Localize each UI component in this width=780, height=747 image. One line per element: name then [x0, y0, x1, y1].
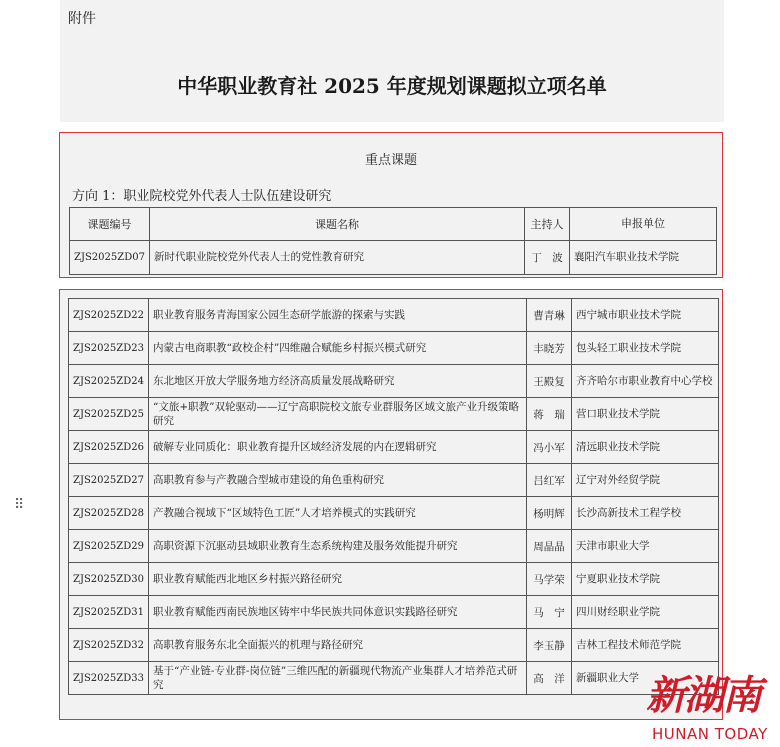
topic-code: ZJS2025ZD22: [69, 299, 149, 332]
topic-name: “文旅+职教”双轮驱动——辽宁高职院校文旅专业群服务区域文旅产业升级策略研究: [148, 398, 526, 431]
topic-name: 破解专业同质化：职业教育提升区域经济发展的内在逻辑研究: [148, 431, 526, 464]
topics-list-section: [59, 289, 723, 720]
topic-code: ZJS2025ZD28: [69, 497, 149, 530]
topic-host: 蒋 瑞: [527, 398, 572, 431]
topic-code: ZJS2025ZD33: [69, 662, 149, 695]
key-topics-table: [69, 207, 717, 275]
topic-unit: 天津市职业大学: [572, 530, 719, 563]
topic-name: 职业教育服务青海国家公园生态研学旅游的探索与实践: [148, 299, 526, 332]
attachment-label: 附件: [68, 11, 96, 27]
table-row: [69, 497, 719, 530]
topic-host: 丰晓芳: [527, 332, 572, 365]
topic-code: ZJS2025ZD32: [69, 629, 149, 662]
topic-unit: 齐齐哈尔市职业教育中心学校: [572, 365, 719, 398]
header-unit: 申报单位: [570, 208, 717, 241]
topic-host: 李玉静: [527, 629, 572, 662]
key-topics-section: [59, 132, 723, 278]
topic-unit: 襄阳汽车职业技术学院: [570, 241, 717, 275]
topic-name: 职业教育赋能西北地区乡村振兴路径研究: [148, 563, 526, 596]
table-row: [69, 662, 719, 695]
topic-name: 东北地区开放大学服务地方经济高质量发展战略研究: [148, 365, 526, 398]
topic-name: 新时代职业院校党外代表人士的党性教育研究: [149, 241, 524, 275]
table-row: [69, 365, 719, 398]
table-row: [69, 299, 719, 332]
header-host: 主持人: [525, 208, 570, 241]
topic-name: 高职资源下沉驱动县域职业教育生态系统构建及服务效能提升研究: [148, 530, 526, 563]
topic-unit: 包头轻工职业技术学院: [572, 332, 719, 365]
topic-name: 基于“产业链-专业群-岗位链”三维匹配的新疆现代物流产业集群人才培养范式研究: [148, 662, 526, 695]
hunan-today-logo-text: HUNAN TODAY: [652, 725, 768, 743]
topic-unit: 清远职业技术学院: [572, 431, 719, 464]
topic-code: ZJS2025ZD31: [69, 596, 149, 629]
topic-unit: 西宁城市职业技术学院: [572, 299, 719, 332]
topic-name: 职业教育赋能西南民族地区铸牢中华民族共同体意识实践路径研究: [148, 596, 526, 629]
topic-unit: 营口职业技术学院: [572, 398, 719, 431]
table-header-row: [70, 208, 717, 241]
topic-host: 冯小军: [527, 431, 572, 464]
topic-host: 丁 波: [525, 241, 570, 275]
topic-code: ZJS2025ZD29: [69, 530, 149, 563]
topic-name: 内蒙古电商职教“政校企村”四维融合赋能乡村振兴模式研究: [148, 332, 526, 365]
topic-unit: 长沙高新技术工程学校: [572, 497, 719, 530]
topic-code: ZJS2025ZD07: [70, 241, 150, 275]
table-row: [69, 332, 719, 365]
topic-host: 王殿复: [527, 365, 572, 398]
topic-host: 周晶晶: [527, 530, 572, 563]
topic-host: 高 洋: [527, 662, 572, 695]
topic-unit: 辽宁对外经贸学院: [572, 464, 719, 497]
topic-code: ZJS2025ZD30: [69, 563, 149, 596]
direction-heading: 方向 1：职业院校党外代表人士队伍建设研究: [72, 189, 332, 204]
header-name: 课题名称: [149, 208, 524, 241]
topic-unit: 四川财经职业学院: [572, 596, 719, 629]
document-title: 中华职业教育社 2025 年度规划课题拟立项名单: [177, 74, 607, 98]
topics-table: [68, 298, 719, 695]
table-row: [69, 431, 719, 464]
topic-host: 马 宁: [527, 596, 572, 629]
topic-code: ZJS2025ZD25: [69, 398, 149, 431]
document-header-area: [60, 0, 724, 122]
topic-host: 吕红军: [527, 464, 572, 497]
table-row: [69, 596, 719, 629]
header-code: 课题编号: [70, 208, 150, 241]
topic-code: ZJS2025ZD23: [69, 332, 149, 365]
topic-code: ZJS2025ZD24: [69, 365, 149, 398]
topic-name: 产教融合视域下“区域特色工匠”人才培养模式的实践研究: [148, 497, 526, 530]
topic-code: ZJS2025ZD27: [69, 464, 149, 497]
topic-code: ZJS2025ZD26: [69, 431, 149, 464]
topic-host: 马学荣: [527, 563, 572, 596]
section-title: 重点课题: [364, 153, 417, 168]
table-row: [69, 398, 719, 431]
topic-unit: 宁夏职业技术学院: [572, 563, 719, 596]
topic-host: 曹青琳: [527, 299, 572, 332]
table-row: [69, 629, 719, 662]
table-row: [69, 530, 719, 563]
hunan-today-logo: 新湖南: [646, 672, 760, 719]
table-row: [69, 464, 719, 497]
topic-unit: 吉林工程技术师范学院: [572, 629, 719, 662]
drag-handle-icon[interactable]: ⠿: [14, 497, 25, 513]
table-row: [70, 241, 717, 275]
topic-name: 高职教育参与产教融合型城市建设的角色重构研究: [148, 464, 526, 497]
topic-unit: 新疆职业大学: [572, 662, 719, 695]
topic-name: 高职教育服务东北全面振兴的机理与路径研究: [148, 629, 526, 662]
table-row: [69, 563, 719, 596]
topic-host: 杨明辉: [527, 497, 572, 530]
